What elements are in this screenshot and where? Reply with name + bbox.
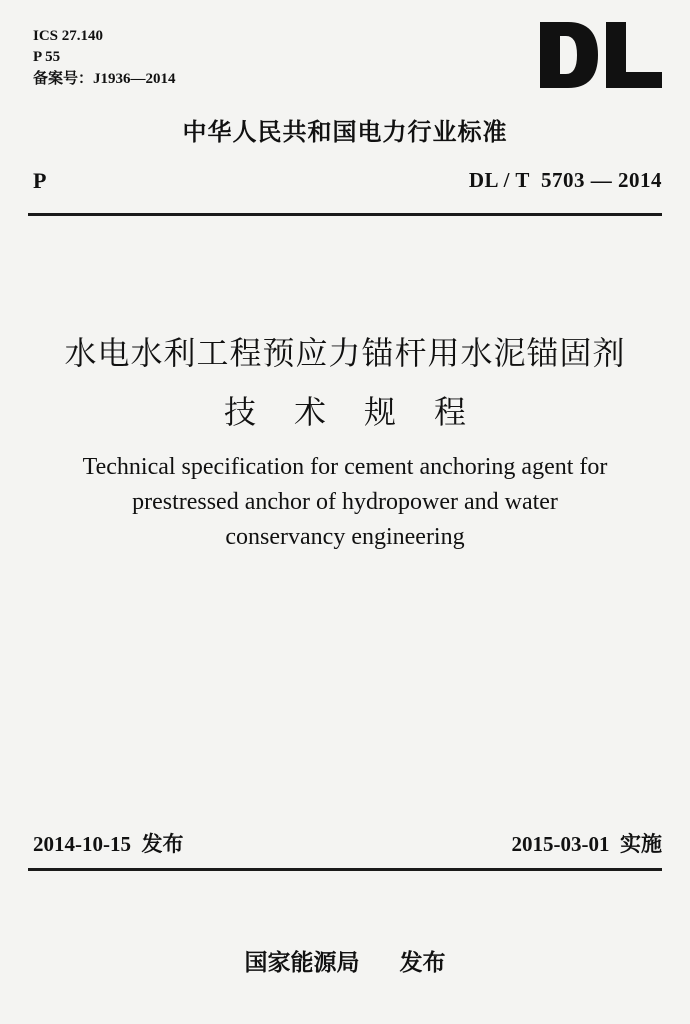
effective-date-line (512, 828, 663, 858)
record-number-label: 备案号： (33, 69, 94, 87)
record-number-line (33, 69, 176, 88)
ics-code: ICS 27.140 (33, 28, 104, 44)
p-code: P 55 (33, 49, 61, 65)
dl-logo (540, 22, 662, 88)
title-cn-line2: 技术规程 (223, 393, 504, 431)
top-divider (28, 213, 662, 216)
publisher-line (0, 944, 690, 977)
title-en-line2: prestressed anchor of hydropower and water (132, 489, 558, 515)
standard-number: DL / T 5703 — 2014 (468, 168, 662, 192)
publisher-name: 国家能源局 (244, 950, 360, 976)
title-cn-line1: 水电水利工程预应力锚杆用水泥锚固剂 (64, 334, 626, 372)
issue-date-line (33, 828, 184, 858)
bottom-divider (28, 868, 662, 871)
issuer-title: 中华人民共和国电力行业标准 (182, 118, 508, 146)
effective-label: 实施 (620, 832, 662, 856)
title-en (40, 450, 650, 555)
publish-label: 发布 (399, 950, 446, 976)
category-letter: P (33, 168, 47, 193)
issue-label: 发布 (141, 832, 184, 856)
record-number-value: J1936—2014 (93, 71, 176, 87)
title-en-line1: Technical specification for cement anchoring agent for (82, 454, 608, 480)
effective-date: 2015-03-01 (511, 832, 610, 856)
title-en-line3: conservancy engineering (225, 524, 465, 550)
issue-date: 2014-10-15 (33, 832, 131, 856)
